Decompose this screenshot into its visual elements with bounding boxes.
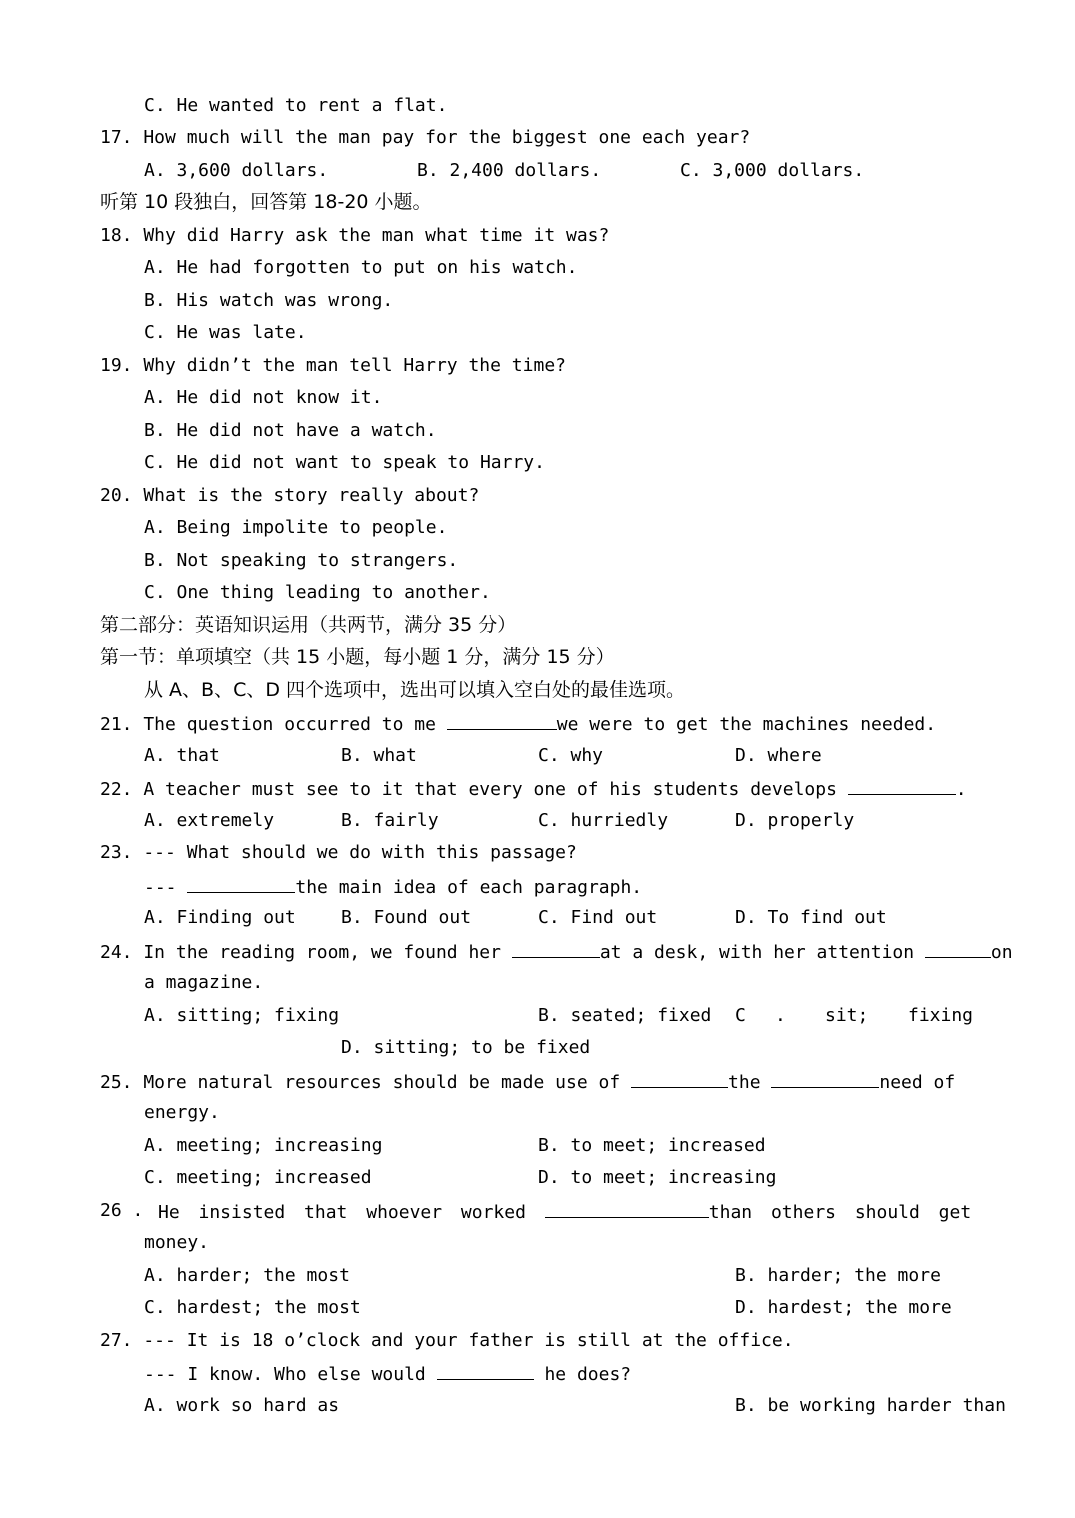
q24-blank-1 [512,939,600,958]
q25-text-2: the [728,1072,772,1093]
q16-option-c: C. He wanted to rent a flat. [144,95,448,116]
q17-option-a: A. 3,600 dollars. [144,160,329,181]
q23-response [144,874,642,898]
q21-text-1: 21. The question occurred to me [100,714,447,735]
q26-option-d: D. hardest; the more [735,1297,952,1318]
q18-option-b: B. His watch was wrong. [144,290,394,311]
q20-option-c: C. One thing leading to another. [144,582,491,603]
q22-question [100,776,967,800]
q20-option-b: B. Not speaking to strangers. [144,550,459,571]
q17-option-c: C. 3,000 dollars. [680,160,865,181]
q22-blank [848,776,956,795]
q27-option-b: B. be working harder than [735,1395,1006,1416]
q24-option-c-word-2: fixing [908,1005,974,1026]
q27-blank [437,1361,534,1380]
q27-response [144,1361,631,1385]
q24-blank-2 [925,939,991,958]
q17-question: 17. How much will the man pay for the biggest one each year? [100,127,751,148]
q26-number: 26 . [100,1200,144,1221]
q18-option-c: C. He was late. [144,322,307,343]
q17-option-b: B. 2,400 dollars. [417,160,602,181]
q24-option-b: B. seated; fixed [538,1005,712,1026]
section-1-heading: 第一节：单项填空（共 15 小题，每小题 1 分，满分 15 分） [100,646,615,668]
q24-text-2: at a desk, with her attention [599,942,925,963]
q23-blank [187,874,295,893]
q24-text-3: on [990,942,1013,963]
q22-option-b: B. fairly [341,810,439,831]
q24-option-c-dot: . [775,1005,786,1026]
q19-option-b: B. He did not have a watch. [144,420,437,441]
q24-question-line-2: a magazine. [144,972,264,993]
q22-option-a: A. extremely [144,810,275,831]
q23-option-a: A. Finding out [144,907,296,928]
q24-option-c-word-1: sit; [825,1005,869,1026]
q25-option-b: B. to meet; increased [538,1135,766,1156]
q21-blank [447,711,557,730]
q24-question-line-1 [100,939,1013,963]
q25-text-1: 25. More natural resources should be made use of [100,1072,632,1093]
q24-option-c-letter: C [735,1005,746,1026]
q23-option-c: C. Find out [538,907,658,928]
q26-option-b: B. harder; the more [735,1265,941,1286]
q25-question-line-1 [100,1069,955,1093]
q25-option-a: A. meeting; increasing [144,1135,383,1156]
q21-option-a: A. that [144,745,220,766]
q25-option-c: C. meeting; increased [144,1167,372,1188]
q23-question: 23. --- What should we do with this passage? [100,842,577,863]
q23-dashes: --- [144,877,188,898]
q19-option-c: C. He did not want to speak to Harry. [144,452,545,473]
q18-question: 18. Why did Harry ask the man what time it was? [100,225,610,246]
q26-text-1: He insisted that whoever worked [158,1202,545,1223]
q21-option-d: D. where [735,745,822,766]
q22-option-d: D. properly [735,810,855,831]
q27-option-a: A. work so hard as [144,1395,340,1416]
q20-option-a: A. Being impolite to people. [144,517,448,538]
part-2-heading: 第二部分：英语知识运用（共两节，满分 35 分） [100,614,517,636]
section-10-heading: 听第 10 段独白，回答第 18-20 小题。 [100,191,432,213]
q22-text-2: . [955,779,967,800]
q27-question: 27. --- It is 18 o’clock and your father is still at the office. [100,1330,794,1351]
q24-option-d: D. sitting; to be fixed [341,1037,591,1058]
q25-blank-1 [631,1069,728,1088]
q24-text-1: 24. In the reading room, we found her [100,942,512,963]
q27-text-1: --- I know. Who else would [144,1364,437,1385]
q22-option-c: C. hurriedly [538,810,669,831]
q21-option-b: B. what [341,745,417,766]
q26-option-a: A. harder; the most [144,1265,350,1286]
q26-question-line-2: money. [144,1232,210,1253]
q26-blank [545,1199,709,1218]
q23-text-2: the main idea of each paragraph. [295,877,643,898]
q26-text-2: than others should get [708,1202,972,1223]
q21-question [100,711,936,735]
q23-option-d: D. To find out [735,907,887,928]
q19-option-a: A. He did not know it. [144,387,383,408]
q18-option-a: A. He had forgotten to put on his watch. [144,257,578,278]
q25-blank-2 [771,1069,879,1088]
q27-text-2: he does? [533,1364,632,1385]
q19-question: 19. Why didn’t the man tell Harry the time? [100,355,566,376]
q21-text-2: we were to get the machines needed. [556,714,937,735]
q23-option-b: B. Found out [341,907,472,928]
q25-option-d: D. to meet; increasing [538,1167,777,1188]
q21-option-c: C. why [538,745,604,766]
instruction-text: 从 A、B、C、D 四个选项中，选出可以填入空白处的最佳选项。 [144,679,686,701]
q26-question-line-1 [158,1199,971,1223]
q26-option-c: C. hardest; the most [144,1297,361,1318]
q20-question: 20. What is the story really about? [100,485,480,506]
q25-question-line-2: energy. [144,1102,220,1123]
q25-text-3: need of [879,1072,956,1093]
q24-option-a: A. sitting; fixing [144,1005,340,1026]
q22-text-1: 22. A teacher must see to it that every one of his students develops [100,779,848,800]
